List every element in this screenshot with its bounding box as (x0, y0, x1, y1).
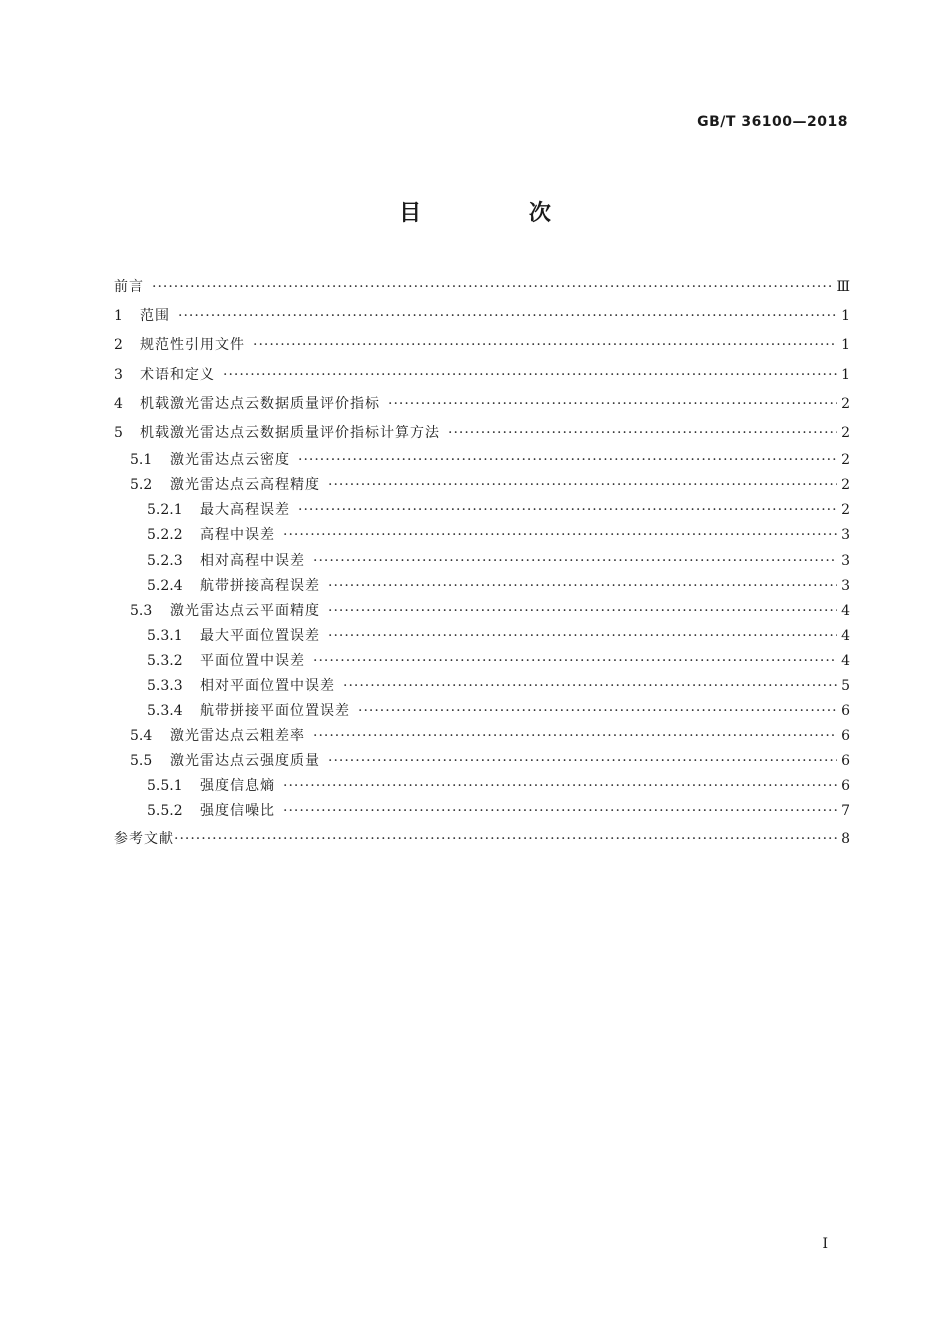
toc-entry-label: 机载激光雷达点云数据质量评价指标计算方法 (140, 424, 440, 441)
toc-leader-dots (253, 331, 837, 360)
toc-leader-dots (358, 699, 837, 724)
page-number: I (822, 1236, 828, 1252)
toc-entry[interactable] (114, 799, 850, 824)
toc-entry[interactable] (114, 448, 850, 473)
toc-entry-label: 范围 (140, 308, 170, 325)
toc-leader-dots (283, 523, 837, 548)
toc-entry[interactable] (114, 473, 850, 498)
toc-entry-page: 3 (841, 577, 850, 594)
toc-entry-page: 4 (841, 652, 850, 669)
toc-entry[interactable] (114, 331, 850, 360)
toc-leader-dots (283, 774, 837, 799)
toc-entry[interactable] (114, 361, 850, 390)
toc-leader-dots (328, 574, 837, 599)
toc-entry-label: 机载激光雷达点云数据质量评价指标 (140, 395, 380, 412)
toc-entry-label: 航带拼接平面位置误差 (200, 703, 350, 720)
toc-leader-dots (223, 361, 837, 390)
toc-entry-page: 1 (841, 308, 850, 325)
toc-entry-label: 平面位置中误差 (200, 652, 305, 669)
toc-entry[interactable] (114, 774, 850, 799)
toc-entry-number: 5 (114, 424, 123, 441)
toc-entry-page: 2 (841, 395, 850, 412)
toc-entry-label: 术语和定义 (140, 366, 215, 383)
toc-entry-page: 6 (841, 778, 850, 795)
toc-entry-page: 2 (841, 424, 850, 441)
toc-entry[interactable] (114, 649, 850, 674)
toc-entry-page: Ⅲ (836, 279, 850, 295)
toc-entry-number: 5.3.1 (147, 627, 183, 644)
toc-entry-page: 5 (841, 677, 850, 694)
toc-entry-number: 5.4 (130, 728, 153, 745)
toc-leader-dots (313, 649, 837, 674)
toc-entry-label: 激光雷达点云强度质量 (170, 753, 320, 770)
toc-entry-number: 5.2.4 (147, 577, 183, 594)
toc-entry[interactable] (114, 302, 850, 331)
toc-entry[interactable] (114, 498, 850, 523)
toc-entry-number: 5.3.3 (147, 677, 183, 694)
toc-entry-label: 规范性引用文件 (140, 337, 245, 354)
toc-entry-label: 相对高程中误差 (200, 552, 305, 569)
toc-entry[interactable] (114, 624, 850, 649)
toc-leader-dots (152, 273, 833, 302)
toc-entry-label: 相对平面位置中误差 (200, 677, 335, 694)
toc-entry[interactable] (114, 523, 850, 548)
toc-entry-label: 参考文献 (114, 830, 174, 847)
toc-entry-number: 5.3.4 (147, 703, 183, 720)
toc-entry-page: 2 (841, 502, 850, 519)
toc-entry-label: 激光雷达点云高程精度 (170, 477, 320, 494)
toc-entry-page: 4 (841, 627, 850, 644)
toc-entry-label: 高程中误差 (200, 527, 275, 544)
toc-entry-page: 2 (841, 477, 850, 494)
page-title: 目 次 (399, 201, 601, 226)
toc-entry-page: 1 (841, 366, 850, 383)
toc-entry-number: 5.1 (130, 452, 153, 469)
toc-entry[interactable] (114, 699, 850, 724)
toc-entry-page: 1 (841, 337, 850, 354)
toc-entry-label: 激光雷达点云平面精度 (170, 602, 320, 619)
toc-entry-page: 7 (841, 803, 850, 820)
toc-entry-page: 8 (841, 830, 850, 847)
toc-entry[interactable] (114, 549, 850, 574)
toc-entry-number: 4 (114, 395, 123, 412)
toc-entry[interactable] (114, 419, 850, 448)
toc-entry-page: 3 (841, 552, 850, 569)
toc-leader-dots (298, 448, 837, 473)
toc-entry-number: 5.3.2 (147, 652, 183, 669)
toc-leader-dots (313, 549, 837, 574)
toc-entry-label: 激光雷达点云粗差率 (170, 728, 305, 745)
toc-leader-dots (174, 825, 837, 854)
toc-entry[interactable] (114, 749, 850, 774)
toc-leader-dots (298, 498, 837, 523)
toc-entry[interactable] (114, 574, 850, 599)
toc-entry-page: 2 (841, 452, 850, 469)
toc-entry-label: 强度信息熵 (200, 778, 275, 795)
toc-entry-label: 激光雷达点云密度 (170, 452, 290, 469)
toc-leader-dots (328, 749, 837, 774)
toc-entry-number: 5.5.1 (147, 778, 183, 795)
toc-entry-number: 5.2.1 (147, 502, 183, 519)
toc-entry-label: 航带拼接高程误差 (200, 577, 320, 594)
toc-entry-number: 5.5 (130, 753, 153, 770)
toc-leader-dots (343, 674, 837, 699)
toc-entry-number: 2 (114, 337, 123, 354)
toc-entry-page: 6 (841, 703, 850, 720)
toc-leader-dots (283, 799, 837, 824)
toc-entry[interactable] (114, 724, 850, 749)
toc-entry-page: 6 (841, 753, 850, 770)
toc-entry-page: 6 (841, 728, 850, 745)
toc-entry[interactable] (114, 674, 850, 699)
toc-leader-dots (448, 419, 837, 448)
standard-code: GB/T 36100—2018 (697, 114, 848, 130)
toc-entry-label: 最大高程误差 (200, 502, 290, 519)
toc-entry-number: 3 (114, 366, 123, 383)
table-of-contents (114, 273, 850, 854)
toc-entry[interactable] (114, 273, 850, 302)
toc-leader-dots (328, 624, 837, 649)
toc-leader-dots (178, 302, 837, 331)
toc-entry-number: 5.5.2 (147, 803, 183, 820)
toc-entry[interactable] (114, 599, 850, 624)
toc-entry-label: 强度信噪比 (200, 803, 275, 820)
toc-leader-dots (328, 599, 837, 624)
toc-entry-number: 5.2 (130, 477, 153, 494)
toc-entry-number: 5.2.2 (147, 527, 183, 544)
toc-leader-dots (328, 473, 837, 498)
toc-entry-page: 4 (841, 602, 850, 619)
toc-entry-page: 3 (841, 527, 850, 544)
toc-entry-number: 5.3 (130, 602, 153, 619)
toc-leader-dots (313, 724, 837, 749)
toc-entry[interactable] (114, 825, 850, 854)
toc-entry-label: 前言 (114, 279, 144, 295)
toc-entry-label: 最大平面位置误差 (200, 627, 320, 644)
toc-leader-dots (388, 390, 837, 419)
toc-entry-number: 5.2.3 (147, 552, 183, 569)
toc-entry-number: 1 (114, 308, 123, 325)
toc-entry[interactable] (114, 390, 850, 419)
